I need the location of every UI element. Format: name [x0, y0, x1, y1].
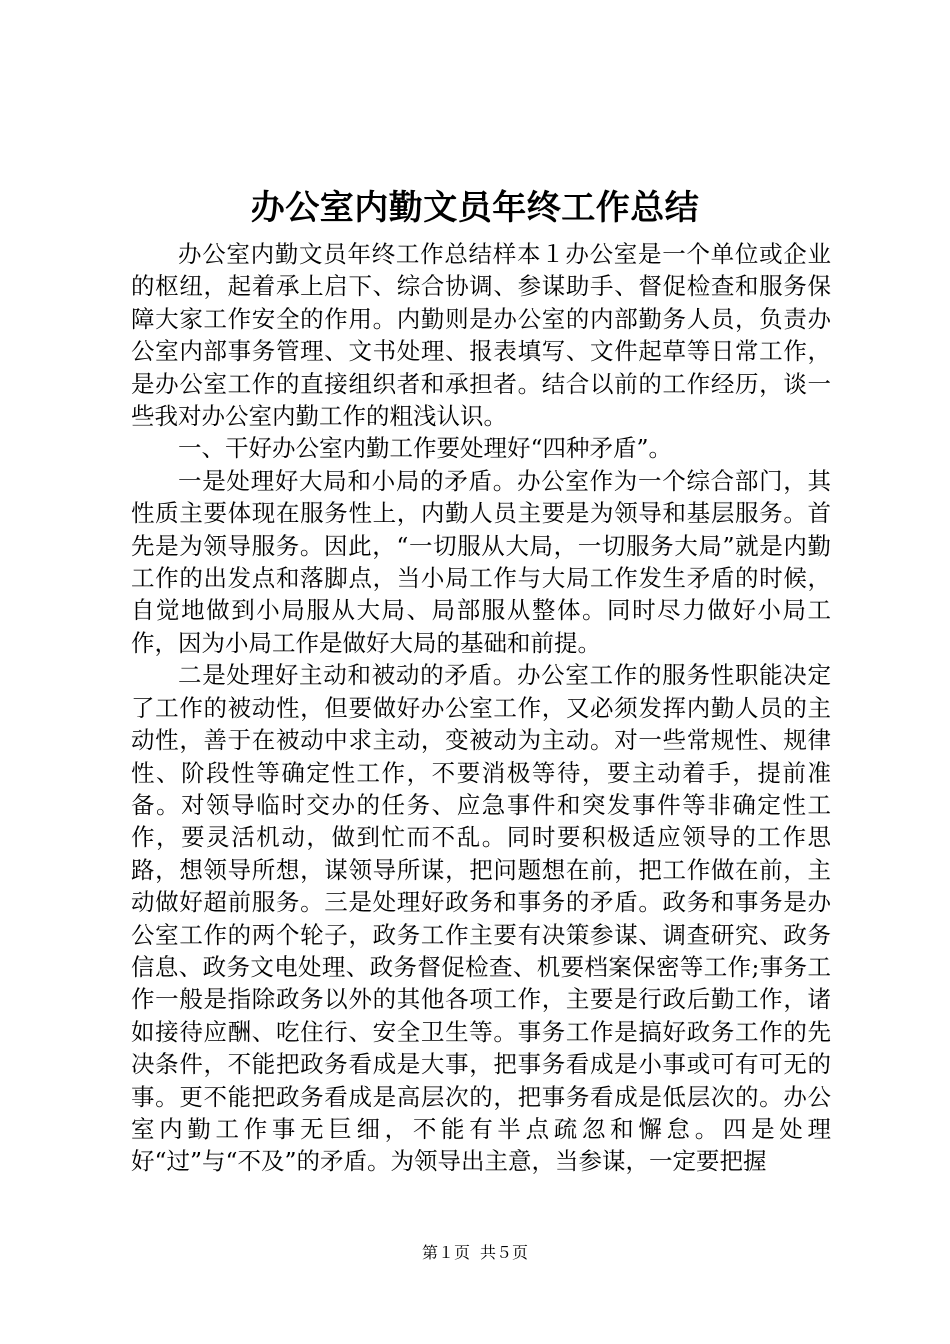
page-number: 第１页 [421, 1243, 470, 1262]
document-body [131, 238, 831, 1178]
body-paragraph: 二是处理好主动和被动的矛盾。办公室工作的服务性职能决定了工作的被动性，但要做好办公室工作，又必须发挥内勤人员的主动性，善于在被动中求主动，变被动为主动。对一些常规性、规律性、阶段性等确定性工作，不要消极等待，要主动着手，提前准备。对领导临时交办的任务、应急事件和突发事件等非确定性工作，要灵活机动，做到忙而不乱。同时要积极适应领导的工作思路，想领导所想，谋领导所谋，把问题想在前，把工作做在前，主动做好超前服务。三是处理好政务和事务的矛盾。政务和事务是办公室工作的两个轮子，政务工作主要有决策参谋、调查研究、政务信息、政务文电处理、政务督促检查、机要档案保密等工作;事务工作一般是指除政务以外的其他各项工作，主要是行政后勤工作，诸如接待应酬、吃住行、安全卫生等。事务工作是搞好政务工作的先决条件，不能把政务看成是大事，把事务看成是小事或可有可无的事。更不能把政务看成是高层次的，把事务看成是低层次的。办公室内勤工作事无巨细，不能有半点疏忽和懈怠。四是处理好“过”与“不及”的矛盾。为领导出主意，当参谋，一定要把握 [131, 661, 831, 1176]
body-paragraph: 一是处理好大局和小局的矛盾。办公室作为一个综合部门，其性质主要体现在服务性上，内勤人员主要是为领导和基层服务。首先是为领导服务。因此，“一切服从大局，一切服务大局”就是内勤工作的出发点和落脚点，当小局工作与大局工作发生矛盾的时候，自觉地做到小局服从大局、局部服从整体。同时尽力做好小局工作，因为小局工作是做好大局的基础和前提。 [131, 466, 831, 657]
document-title: 办公室内勤文员年终工作总结 [250, 188, 700, 228]
page-footer [0, 1242, 950, 1264]
page-total: 共５页 [480, 1243, 529, 1262]
section-heading: 一、干好办公室内勤工作要处理好“四种矛盾”。 [178, 434, 673, 463]
body-paragraph: 办公室内勤文员年终工作总结样本１办公室是一个单位或企业的枢纽，起着承上启下、综合协调、参谋助手、督促检查和服务保障大家工作安全的作用。内勤则是办公室的内部勤务人员，负责办公室内部事务管理、文书处理、报表填写、文件起草等日常工作，是办公室工作的直接组织者和承担者。结合以前的工作经历，谈一些我对办公室内勤工作的粗浅认识。 [131, 240, 831, 431]
